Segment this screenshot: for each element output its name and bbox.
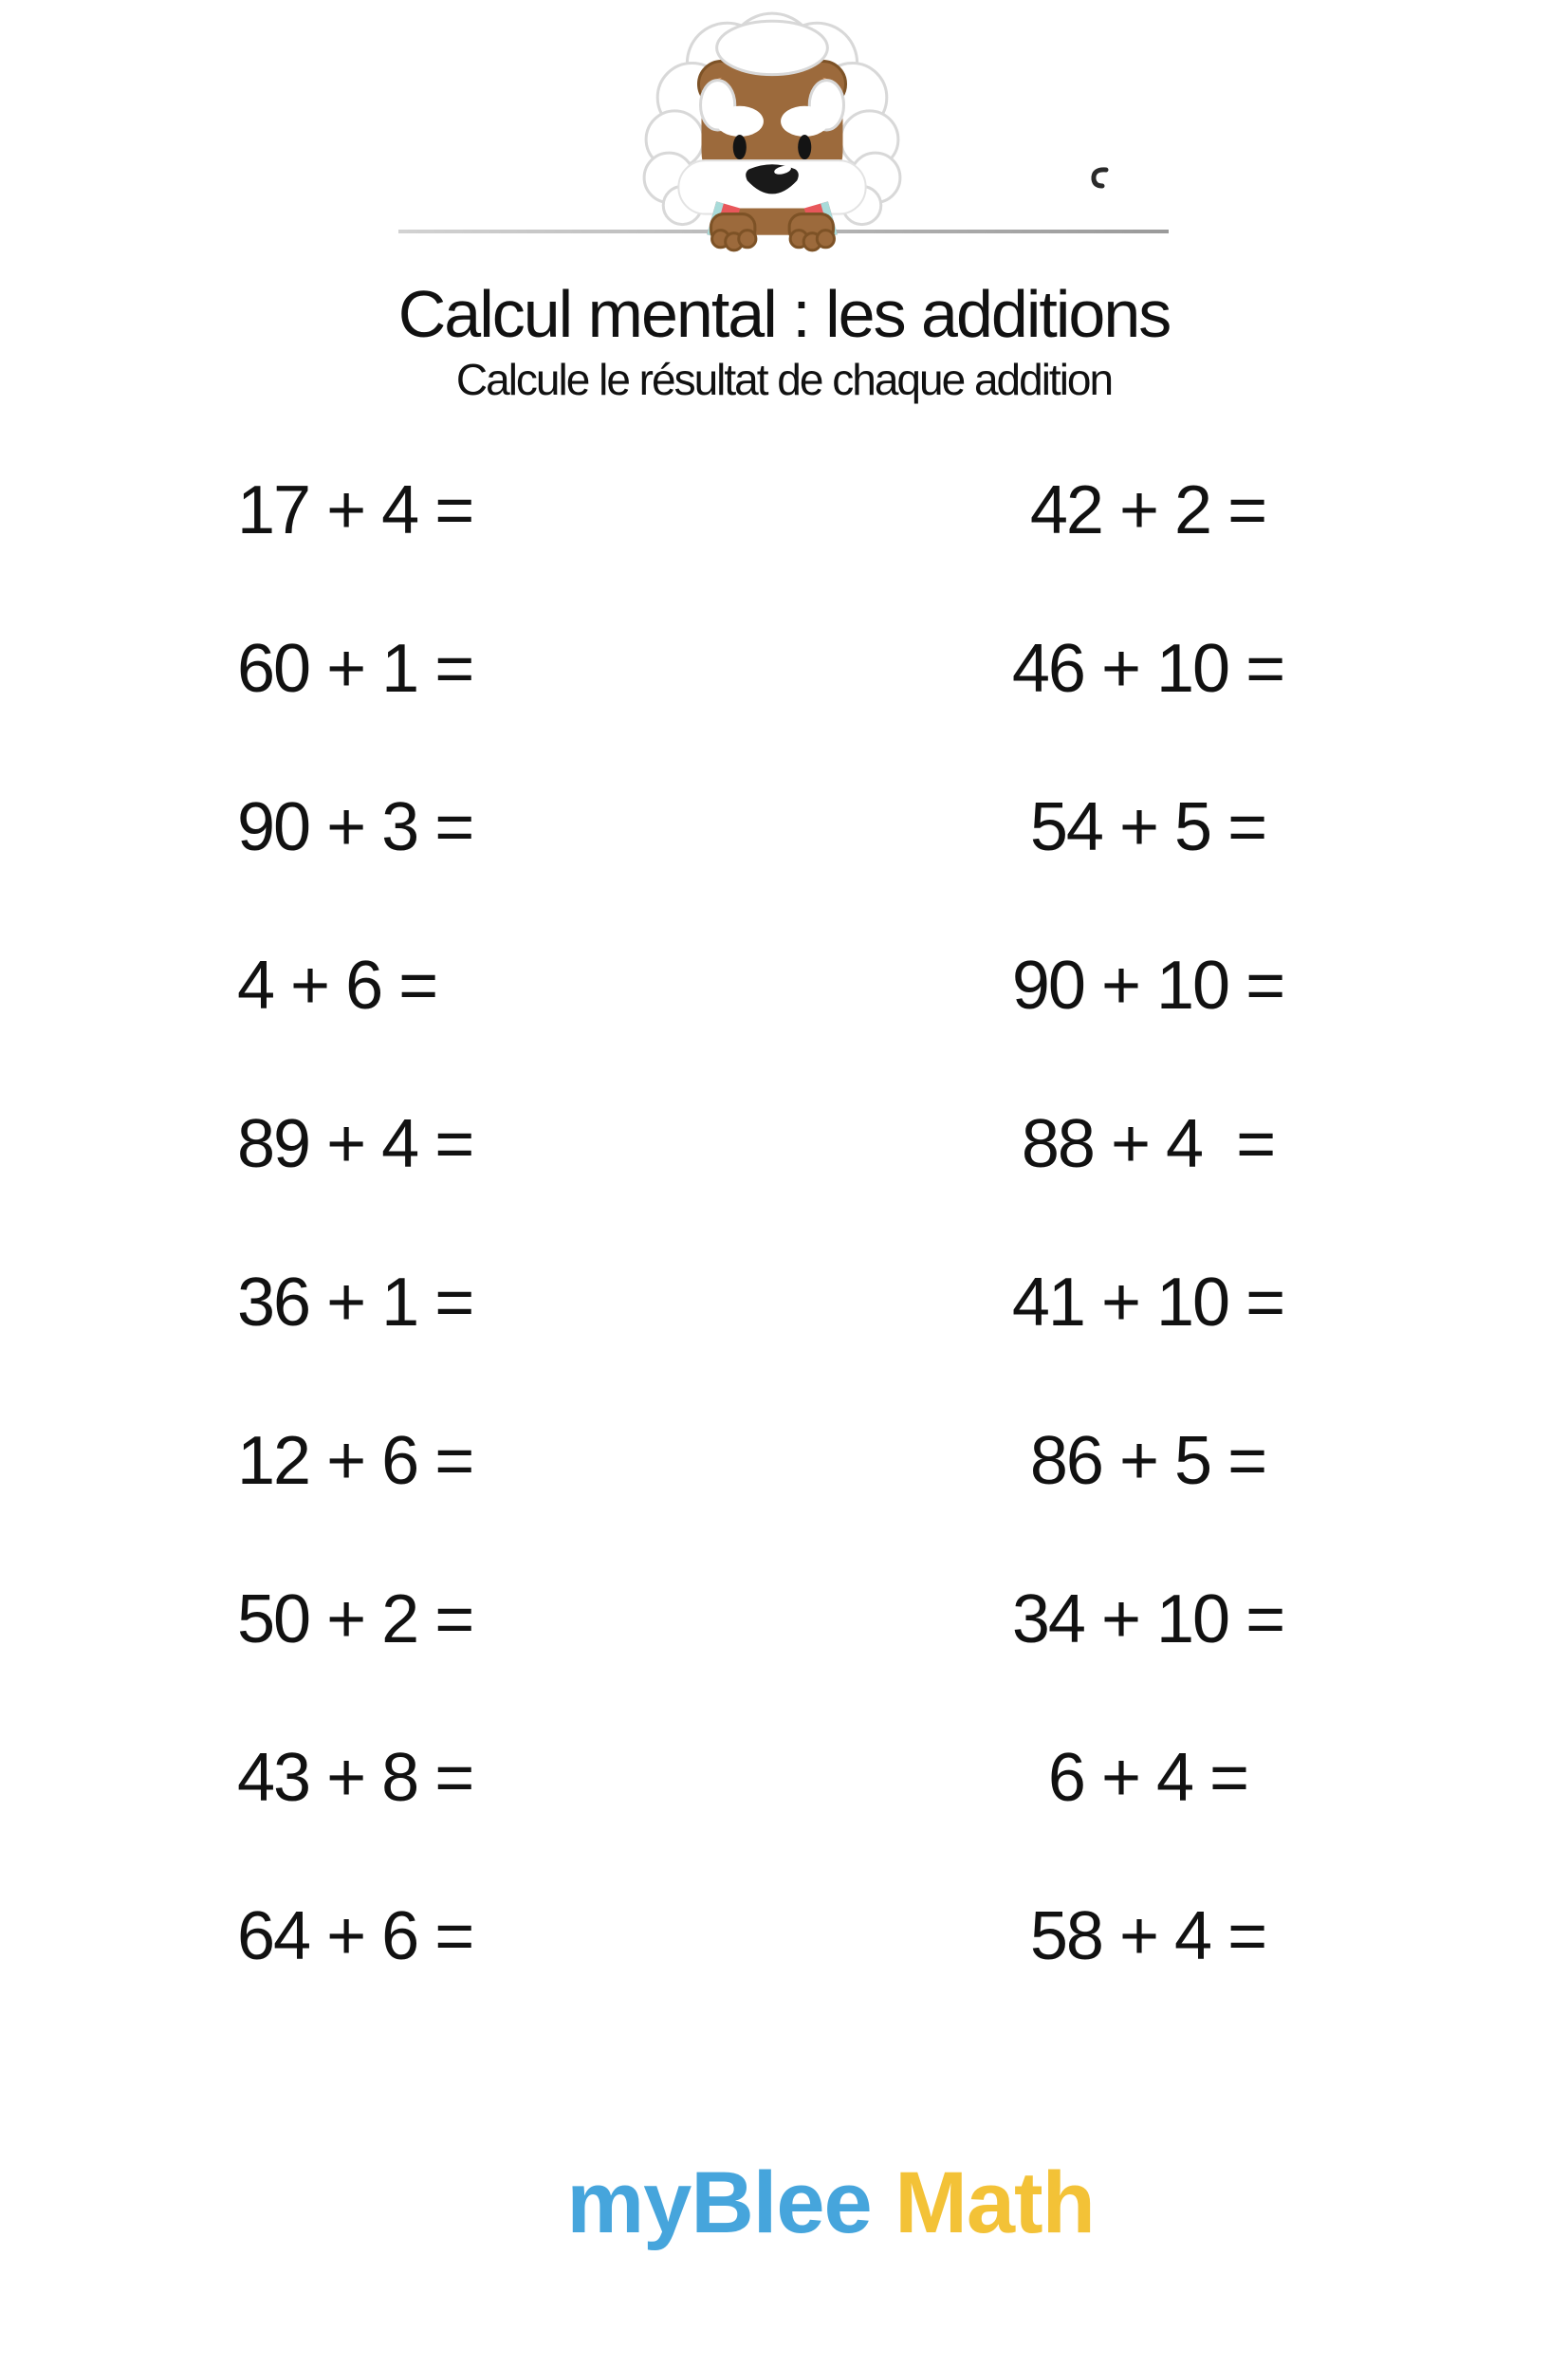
addition-problem: 88 + 4 = bbox=[1021, 1106, 1275, 1182]
logo-myblee-text: myBlee bbox=[566, 2154, 872, 2251]
lion-mascot-illustration bbox=[629, 9, 915, 258]
mascot-eye bbox=[798, 135, 811, 159]
addition-problem: 46 + 10 = bbox=[1011, 631, 1284, 707]
addition-problem: 42 + 2 = bbox=[1029, 472, 1266, 548]
addition-problem: 43 + 8 = bbox=[237, 1740, 473, 1816]
mascot-brow-patch bbox=[716, 106, 764, 137]
addition-problem: 54 + 5 = bbox=[1029, 789, 1266, 865]
addition-problem: 12 + 6 = bbox=[237, 1423, 473, 1499]
mascot-eye bbox=[733, 135, 747, 159]
addition-problem: 90 + 10 = bbox=[1011, 948, 1284, 1024]
addition-problem: 36 + 1 = bbox=[237, 1265, 473, 1341]
myblee-math-logo bbox=[0, 2040, 1568, 2251]
addition-problem: 64 + 6 = bbox=[237, 1898, 473, 1974]
worksheet-title: Calcul mental : les additions bbox=[397, 277, 1171, 351]
addition-problem: 6 + 4 = bbox=[1047, 1740, 1248, 1816]
addition-problem: 58 + 4 = bbox=[1029, 1898, 1266, 1974]
addition-problem: 17 + 4 = bbox=[237, 472, 473, 548]
logo-math-text: Math bbox=[871, 2154, 1095, 2251]
addition-problem: 50 + 2 = bbox=[237, 1581, 473, 1657]
ink-mark-artifact bbox=[1089, 167, 1110, 190]
mascot-brow-patch bbox=[781, 106, 828, 137]
addition-problem: 60 + 1 = bbox=[237, 631, 473, 707]
addition-problem: 41 + 10 = bbox=[1011, 1265, 1284, 1341]
worksheet-instructions: Calcule le résultat de chaque addition bbox=[455, 355, 1113, 404]
addition-problem: 86 + 5 = bbox=[1029, 1423, 1266, 1499]
addition-problem: 34 + 10 = bbox=[1011, 1581, 1284, 1657]
addition-problem: 89 + 4 = bbox=[237, 1106, 473, 1182]
addition-problem: 4 + 6 = bbox=[237, 948, 437, 1024]
addition-problem: 90 + 3 = bbox=[237, 789, 473, 865]
